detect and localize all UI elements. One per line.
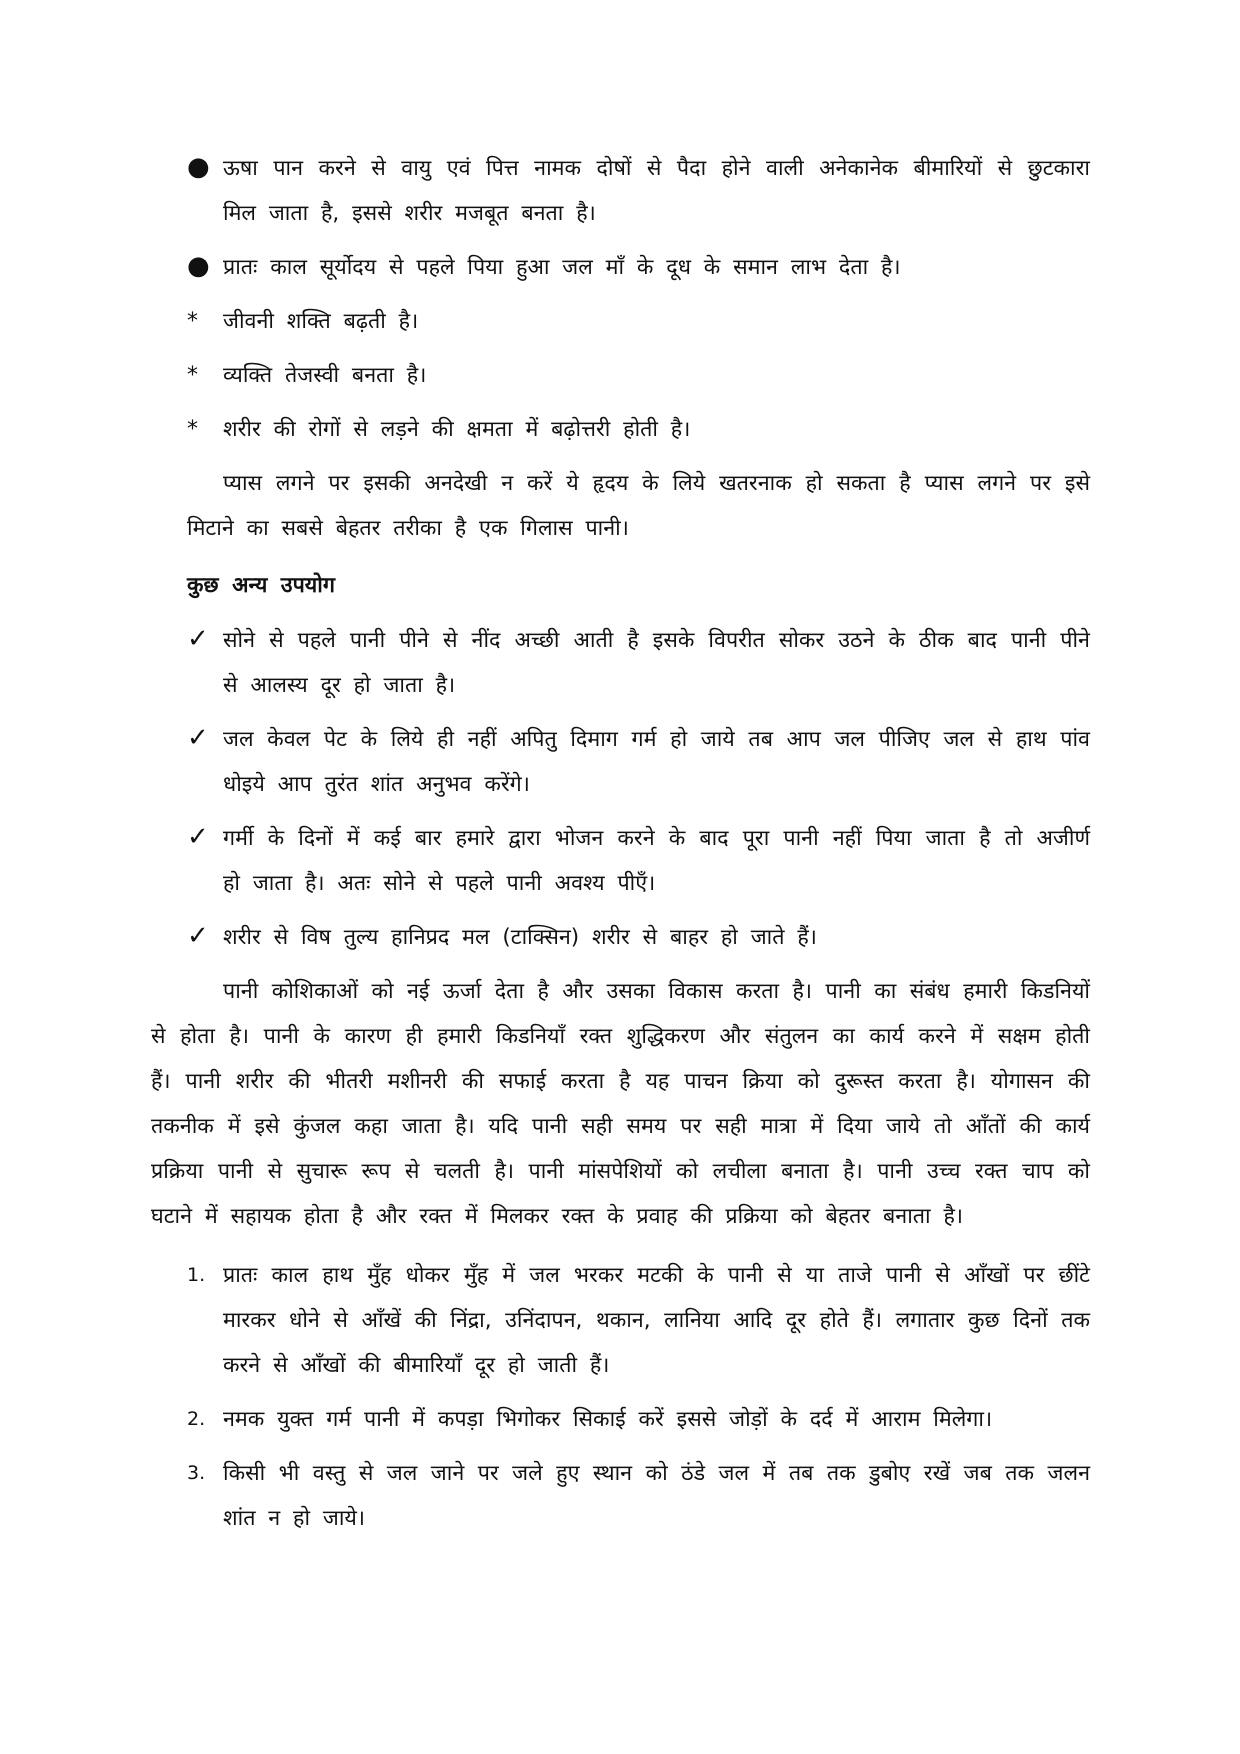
check-text: जल केवल पेट के लिये ही नहीं अपितु दिमाग गर्म हो जाये तब आप जल पीजिए जल से हाथ पांव धोइये आप तुरंत शांत अनुभव करेंगे। [223, 727, 1090, 797]
asterisk-icon: * [187, 309, 198, 334]
check-text: शरीर से विष तुल्य हानिप्रद मल (टाक्सिन) शरीर से बाहर हो जाते हैं। [223, 925, 817, 950]
numbered-item [187, 1253, 1090, 1388]
asterisk-icon: * [187, 363, 198, 388]
paragraph-water-benefits: पानी कोशिकाओं को नई ऊर्जा देता है और उसका विकास करता है। पानी का संबंध हमारी किडनियों से होता है। पानी के कारण ही हमारी किडनियाँ रक्त शुद्धिकरण और संतुलन का कार्य करने में सक्षम होती हैं। पानी शरीर की भीतरी मशीनरी की सफाई करता है यह पाचन क्रिया को दुरूस्त करता है। योगासन की तकनीक में इसे कुंजल कहा जाता है। यदि पानी सही समय पर सही मात्रा में दिया जाये तो आँतों की कार्य प्रक्रिया पानी से सुचारू रूप से चलती है। पानी मांसपेशियों को लचीला बनाता है। पानी उच्च रक्त चाप को घटाने में सहायक होता है और रक्त में मिलकर रक्त के प्रवाह की प्रक्रिया को बेहतर बनाता है। [151, 979, 1090, 1229]
bullet-text: ऊषा पान करने से वायु एवं पित्त नामक दोषों से पैदा होने वाली अनेकानेक बीमारियों से छुटकारा मिल जाता है, इससे शरीर मजबूत बनता है। [223, 156, 1090, 226]
checkmark-icon: ✓ [187, 723, 209, 753]
numbered-item [187, 1397, 1090, 1442]
check-text: गर्मी के दिनों में कई बार हमारे द्वारा भोजन करने के बाद पूरा पानी नहीं पिया जाता है तो अजीर्ण हो जाता है। अतः सोने से पहले पानी अवश्य पीएँ। [223, 826, 1090, 896]
check-text: सोने से पहले पानी पीने से नींद अच्छी आती है इसके विपरीत सोकर उठने के ठीक बाद पानी पीने से आलस्य दूर हो जाता है। [223, 628, 1090, 698]
check-item [187, 816, 1090, 906]
bullet-item [187, 146, 1090, 236]
star-text: शरीर की रोगों से लड़ने की क्षमता में बढ़ोत्तरी होती है। [223, 417, 691, 442]
check-item [187, 915, 1090, 960]
bullet-item [187, 245, 1090, 290]
bullet-icon: ● [187, 152, 210, 182]
numbered-text: किसी भी वस्तु से जल जाने पर जले हुए स्थान को ठंडे जल में तब तक डुबोए रखें जब तक जलन शांत न हो जाये। [223, 1461, 1090, 1531]
star-item [187, 299, 1090, 344]
bullet-text: प्रातः काल सूर्योदय से पहले पिया हुआ जल माँ के दूध के समान लाभ देता है। [223, 255, 901, 280]
item-number: 2. [187, 1408, 206, 1430]
star-item [187, 407, 1090, 452]
checkmark-icon: ✓ [187, 921, 209, 951]
numbered-text: नमक युक्त गर्म पानी में कपड़ा भिगोकर सिकाई करें इससे जोड़ों के दर्द में आराम मिलेगा। [223, 1407, 993, 1432]
bullet-icon: ● [187, 251, 210, 281]
checkmark-icon: ✓ [187, 822, 209, 852]
check-item [187, 717, 1090, 807]
check-item [187, 618, 1090, 708]
checkmark-icon: ✓ [187, 624, 209, 654]
document-body [151, 146, 1090, 1541]
section-heading: कुछ अन्य उपयोग [187, 573, 335, 598]
item-number: 1. [187, 1264, 206, 1286]
paragraph-thirst: प्यास लगने पर इसकी अनदेखी न करें ये हृदय के लिये खतरनाक हो सकता है प्यास लगने पर इसे मिटाने का सबसे बेहतर तरीका है एक गिलास पानी। [187, 471, 1090, 541]
star-item [187, 353, 1090, 398]
asterisk-icon: * [187, 417, 198, 442]
numbered-text: प्रातः काल हाथ मुँह धोकर मुँह में जल भरकर मटकी के पानी से या ताजे पानी से आँखों पर छींटे मारकर धोने से आँखें की निंद्रा, उनिंदापन, थकान, लानिया आदि दूर होते हैं। लगातार कुछ दिनों तक करने से आँखों की बीमारियाँ दूर हो जाती हैं। [223, 1263, 1090, 1378]
item-number: 3. [187, 1462, 206, 1484]
star-text: जीवनी शक्ति बढ़ती है। [223, 309, 419, 334]
star-text: व्यक्ति तेजस्वी बनता है। [223, 363, 427, 388]
numbered-item [187, 1451, 1090, 1541]
